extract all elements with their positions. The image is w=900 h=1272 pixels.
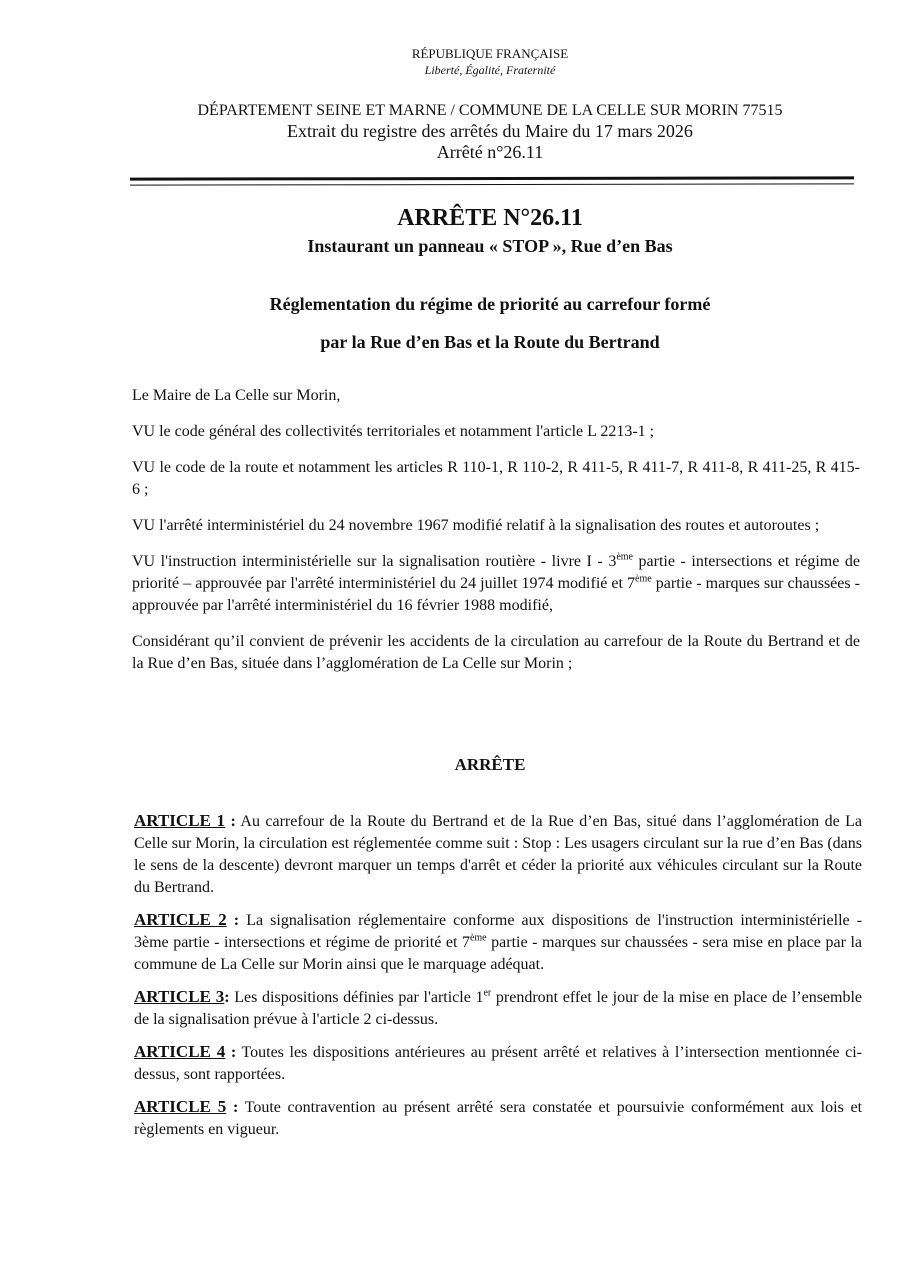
vu-paragraph-4: VU l'instruction interministérielle sur la signalisation routière - livre I - 3ème partie - intersections et régime de priorité – approuvée par l'arrêté interministériel du 24 juillet 1974 modifié et 7ème partie - marques sur chaussées - approuvée par l'arrêté interministériel du 16 février 1988 modifié, (132, 551, 861, 614)
preamble (132, 385, 860, 689)
register-line: Extrait du registre des arrêtés du Maire du 17 mars 2026 (287, 121, 693, 141)
article-4-text: Toutes les dispositions antérieures au présent arrêté et relatives à l’intersection mentionnée ci-dessus, sont rapportées. (134, 1044, 862, 1083)
article-4-label: ARTICLE 4 (134, 1042, 226, 1061)
article-3-label: ARTICLE 3 (134, 987, 225, 1006)
article-2-label: ARTICLE 2 (134, 910, 227, 929)
article-1-label: ARTICLE 1 (134, 811, 226, 830)
header-divider-thick (130, 176, 854, 180)
considering-paragraph: Considérant qu’il convient de prévenir les accidents de la circulation au carrefour de la Route du Bertrand et de la Rue d’en Bas, située dans l’agglomération de La Celle sur Morin ; (132, 633, 860, 672)
republic-motto: Liberté, Égalité, Fraternité (424, 63, 556, 77)
regulation-line-2: par la Rue d’en Bas et la Route du Bertrand (320, 332, 660, 352)
republic-name: RÉPUBLIQUE FRANÇAISE (411, 46, 569, 61)
decree-number-line: Arrêté n°26.11 (436, 142, 544, 162)
article-3: ARTICLE 3: Les dispositions définies par l'article 1er prendront effet le jour de la mise en place de l’ensemble de la signalisation prévue à l'article 2 ci-dessus. (134, 987, 863, 1028)
article-5: ARTICLE 5 : Toute contravention au présent arrêté sera constatée et poursuivie conformément aux lois et règlements en vigueur. (134, 1097, 863, 1138)
article-4: ARTICLE 4 : Toutes les dispositions antérieures au présent arrêté et relatives à l’intersection mentionnée ci-dessus, sont rapportées. (134, 1042, 862, 1083)
article-1: ARTICLE 1 : Au carrefour de la Route du Bertrand et de la Rue d’en Bas, situé dans l’agglomération de La Celle sur Morin, la circulation est réglementée comme suit : Stop : Les usagers circulant sur la rue d’en Bas (dans le sens de la descente) devront marquer un temps d'arrêt et céder la priorité aux véhicules circulant sur la Route du Bertrand. (134, 811, 863, 896)
header-divider-thin (130, 183, 854, 185)
mayor-line: Le Maire de La Celle sur Morin, (132, 387, 341, 404)
article-5-text: Toute contravention au présent arrêté sera constatée et poursuivie conformément aux lois et règlements en vigueur. (134, 1099, 863, 1138)
decision-heading: ARRÊTE (454, 755, 526, 774)
republic-header (0, 46, 900, 78)
vu-paragraph-1: VU le code général des collectivités territoriales et notamment l'article L 2213-1 ; (132, 423, 655, 440)
department-line: DÉPARTEMENT SEINE ET MARNE / COMMUNE DE LA CELLE SUR MORIN 77515 (197, 102, 783, 119)
regulation-line-1: Réglementation du régime de priorité au carrefour formé (269, 294, 711, 314)
article-5-label: ARTICLE 5 (134, 1097, 227, 1116)
article-2-text: La signalisation réglementaire conforme aux dispositions de l'instruction interministérielle - 3ème partie - intersections et régime de priorité et 7ème partie - marques sur chaussées - sera mise en place par la commune de La Celle sur Morin ainsi que le marquage adéquat. (134, 912, 863, 973)
vu-paragraph-3: VU l'arrêté interministériel du 24 novembre 1967 modifié relatif à la signalisation des routes et autoroutes ; (132, 517, 820, 534)
article-1-text: Au carrefour de la Route du Bertrand et de la Rue d’en Bas, situé dans l’agglomération de La Celle sur Morin, la circulation est réglementée comme suit : Stop : Les usagers circulant sur la rue d’en Bas (dans le sens de la descente) devront marquer un temps d'arrêt et céder la priorité aux véhicules circulant sur la Route du Bertrand. (134, 813, 863, 896)
regulation-heading (0, 285, 900, 361)
decree-title: ARRÊTE N°26.11 (397, 205, 583, 231)
vu-paragraph-2: VU le code de la route et notamment les articles R 110-1, R 110-2, R 411-5, R 411-7, R 411-8, R 411-25, R 415-6 ; (132, 459, 860, 498)
issuer-block (0, 100, 900, 163)
article-2: ARTICLE 2 : La signalisation réglementaire conforme aux dispositions de l'instruction interministérielle - 3ème partie - intersections et régime de priorité et 7ème partie - marques sur chaussées - sera mise en place par la commune de La Celle sur Morin ainsi que le marquage adéquat. (134, 910, 863, 973)
article-3-text: Les dispositions définies par l'article 1er prendront effet le jour de la mise en place de l’ensemble de la signalisation prévue à l'article 2 ci-dessus. (134, 987, 863, 1028)
decree-subtitle: Instaurant un panneau « STOP », Rue d’en Bas (307, 236, 673, 256)
articles (134, 810, 862, 1151)
